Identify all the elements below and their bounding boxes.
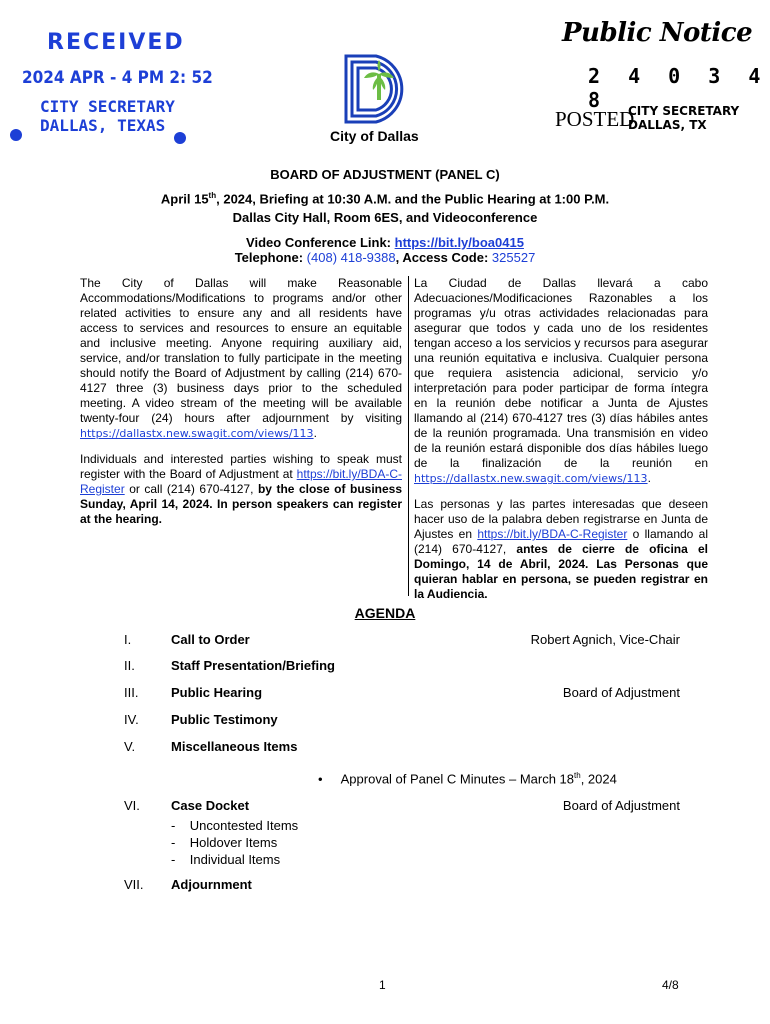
posted-office-line2: DALLAS, TX: [628, 118, 707, 132]
video-label: Video Conference Link:: [246, 235, 395, 250]
accommodation-paragraph-en: [80, 276, 402, 441]
registration-paragraph-es: [414, 497, 708, 602]
telephone-label: Telephone:: [234, 250, 307, 265]
agenda-item-number: III.: [124, 685, 139, 700]
agenda-item-title: Adjournment: [171, 877, 252, 892]
agenda-item-title: Public Testimony: [171, 712, 278, 727]
agenda-item-presenter: Board of Adjustment: [562, 798, 680, 813]
register-link-es[interactable]: https://bit.ly/BDA-C-Register: [477, 527, 628, 541]
column-divider: [408, 276, 409, 596]
period: .: [313, 426, 317, 440]
agenda-title: AGENDA: [354, 605, 416, 621]
swagit-link-en[interactable]: https://dallastx.new.swagit.com/views/113: [80, 427, 314, 440]
posted-stamp: POSTED: [555, 107, 635, 131]
agenda-item-number: VI.: [124, 798, 140, 813]
docket-sub-item-label: Individual Items: [189, 852, 281, 867]
telephone-line: [0, 250, 770, 265]
agenda-item-number: I.: [124, 632, 132, 647]
stamp-seal-icon: [10, 129, 22, 141]
telephone-number: (408) 418-9388: [306, 250, 396, 265]
received-office-line2: DALLAS, TEXAS: [40, 116, 166, 135]
meeting-date: April 15: [160, 191, 209, 207]
agenda-item-title: Staff Presentation/Briefing: [171, 658, 335, 673]
agenda-item-number: V.: [124, 739, 136, 754]
accommodation-text-en: The City of Dallas will make Reasonable Accommodations/Modifications to programs and/or other related activities to ensure any and all residents have access to services and resources to ensure an equitable and inclusive meeting. Anyone requiring auxiliary aid, service, and/or translation to fully participate in the meeting should notify the Board of Adjustment by calling (214) 670-4127 three (3) business days prior to the scheduled meeting. A video stream of the meeting will be available twenty-four (24) hours after adjournment by visiting: [80, 276, 402, 425]
minutes-bullet: • Approval of Panel C Minutes – March 18th, 2024: [318, 771, 617, 787]
minutes-text: Approval of Panel C Minutes – March 18: [340, 771, 575, 787]
city-of-dallas-logo: [342, 52, 416, 126]
board-title: BOARD OF ADJUSTMENT (PANEL C): [270, 167, 500, 182]
stamp-seal-icon: [174, 132, 186, 144]
period: .: [647, 471, 651, 485]
notice-number: 2 4 0 3 4 8: [588, 64, 769, 112]
meeting-location: Dallas City Hall, Room 6ES, and Videoconference: [232, 210, 538, 225]
agenda-item-title: Public Hearing: [171, 685, 263, 700]
received-stamp: RECEIVED: [47, 30, 185, 55]
video-conference-line: [0, 235, 770, 250]
registration-text-es: Las personas y las partes interesadas que deseen hacer uso de la palabra deben registrarse en Junta de Ajustes en: [414, 497, 708, 541]
english-notice: [80, 276, 402, 538]
meeting-times: , 2024, Briefing at 10:30 A.M. and the Public Hearing at 1:00 P.M.: [216, 191, 610, 207]
swagit-link-es[interactable]: https://dallastx.new.swagit.com/views/113: [414, 472, 648, 485]
agenda-item-presenter: Board of Adjustment: [562, 685, 680, 700]
received-date-stamp: 2024 APR - 4 PM 2: 52: [22, 68, 213, 88]
agenda-item-number: VII.: [124, 877, 144, 892]
accommodation-text-es: La Ciudad de Dallas llevará a cabo Adecuaciones/Modificaciones Razonables a los programas y/u otras actividades relacionadas para asegurar que todos y cada uno de los residentes tengan acceso a los servicios y recursos para asegurar una reunión equitativa e inclusiva. Cualquier persona que requiera asistencia adicional, servicio y/o interpretación para poder participar de forma íntegra en la reunión debe notificar a Junta de Ajustes llamando al (214) 670-4127 tres (3) días hábiles antes de la reunión programada. Una transmisión en video de la reunión estará disponible dos días hábiles luego de la finalización de la reunión en: [414, 276, 708, 470]
minutes-date-suffix: th: [574, 771, 581, 780]
minutes-year: , 2024: [580, 771, 617, 787]
page-fraction: 4/8: [662, 978, 679, 992]
agenda-item-title: Case Docket: [171, 798, 250, 813]
meeting-date-line: [0, 191, 770, 206]
posted-office-line1: CITY SECRETARY: [628, 104, 740, 118]
registration-deadline-es: antes de cierre de oficina el Domingo, 14 de Abril, 2024. Las Personas que quieran hablar en persona, se pueden registrar en la Audiencia.: [414, 542, 708, 601]
agenda-item-number: IV.: [124, 712, 139, 727]
public-notice-stamp: Public Notice: [562, 18, 753, 48]
registration-paragraph-en: [80, 452, 402, 527]
video-conference-link[interactable]: https://bit.ly/boa0415: [394, 235, 524, 250]
city-name: City of Dallas: [330, 128, 419, 144]
date-suffix: th: [208, 191, 217, 200]
registration-phone-en: or call (214) 670-4127,: [124, 482, 258, 496]
docket-sub-item: - Holdover Items: [171, 835, 278, 850]
agenda-item-title: Miscellaneous Items: [171, 739, 298, 754]
agenda-item-number: II.: [124, 658, 135, 673]
page-number: 1: [379, 978, 386, 992]
registration-deadline-en: by the close of business Sunday, April 14, 2024. In person speakers can register at the hearing.: [80, 482, 403, 526]
docket-sub-item-label: Holdover Items: [189, 835, 278, 850]
agenda-item-title: Call to Order: [171, 632, 250, 647]
spanish-notice: [414, 276, 708, 613]
accommodation-paragraph-es: [414, 276, 708, 486]
docket-sub-item: - Uncontested Items: [171, 818, 299, 833]
register-link-en[interactable]: https://bit.ly/BDA-C-Register: [80, 467, 402, 496]
registration-phone-es: o llamando al (214) 670-4127,: [414, 527, 708, 556]
docket-sub-item-label: Uncontested Items: [189, 818, 299, 833]
docket-sub-item: - Individual Items: [171, 852, 281, 867]
access-code-label: , Access Code:: [395, 250, 492, 265]
access-code: 325527: [491, 250, 536, 265]
agenda-item-presenter: Robert Agnich, Vice-Chair: [530, 632, 680, 647]
registration-text-en: Individuals and interested parties wishing to speak must register with the Board of Adjustment at: [80, 452, 402, 481]
received-office-line1: CITY SECRETARY: [40, 97, 175, 116]
